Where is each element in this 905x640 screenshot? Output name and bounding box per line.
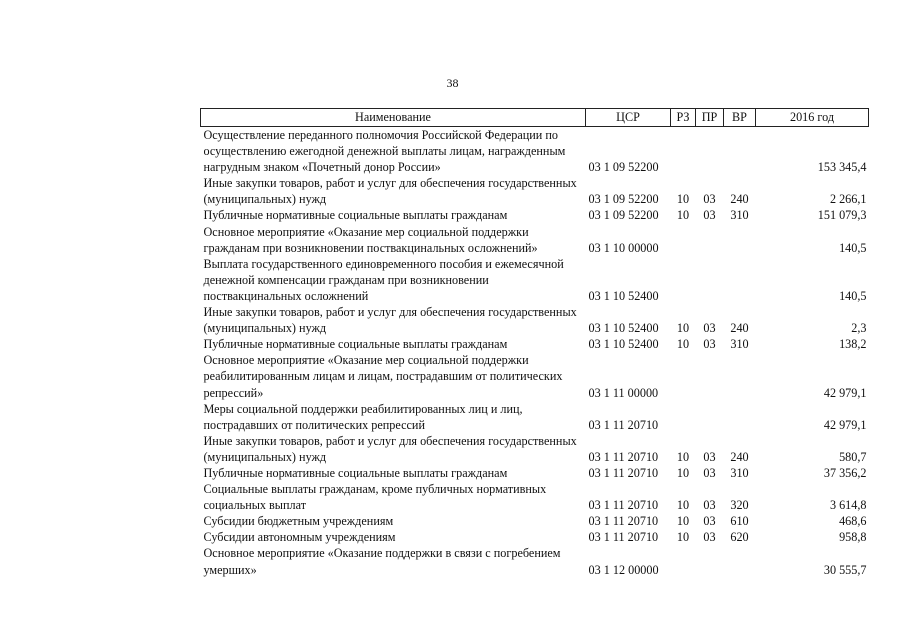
row-name: Социальные выплаты гражданам, кроме публичных нормативных социальных выплат — [203, 482, 547, 513]
row-vr — [724, 401, 756, 433]
row-pr: 03 — [703, 465, 716, 480]
row-csr: 03 1 09 52200 — [588, 192, 659, 207]
row-amount: 3 614,8 — [829, 498, 867, 513]
row-rz — [671, 256, 696, 304]
row-name: Меры социальной поддержки реабилитированных лиц и лиц, пострадавших от политических репрессий — [203, 401, 523, 432]
row-csr: 03 1 10 52400 — [588, 288, 659, 303]
row-rz: 10 — [676, 208, 690, 223]
row-name: Основное мероприятие «Оказание поддержки в связи с погребением умерших» — [203, 546, 561, 577]
row-amount: 468,6 — [839, 514, 867, 529]
row-name: Публичные нормативные социальные выплаты гражданам — [203, 465, 508, 480]
table-row — [201, 336, 869, 352]
row-pr — [696, 352, 724, 400]
row-rz: 10 — [676, 192, 690, 207]
row-csr: 03 1 11 20710 — [588, 465, 659, 480]
row-pr: 03 — [703, 449, 716, 464]
row-amount: 2,3 — [851, 321, 867, 336]
row-pr: 03 — [703, 208, 716, 223]
table-row — [201, 465, 869, 481]
row-amount: 37 356,2 — [823, 465, 867, 480]
row-rz — [671, 401, 696, 433]
row-vr — [724, 256, 756, 304]
row-rz — [671, 352, 696, 400]
table-row — [201, 529, 869, 545]
row-vr: 240 — [730, 321, 749, 336]
row-pr — [696, 224, 724, 256]
table-body — [201, 127, 869, 578]
row-name: Иные закупки товаров, работ и услуг для обеспечения государственных (муниципальных) нужд — [203, 433, 577, 464]
row-pr — [696, 545, 724, 577]
row-vr: 240 — [730, 192, 749, 207]
header-year: 2016 год — [756, 109, 869, 127]
row-name: Публичные нормативные социальные выплаты гражданам — [203, 208, 508, 223]
row-vr: 310 — [730, 465, 749, 480]
row-pr — [696, 401, 724, 433]
row-pr: 03 — [703, 337, 716, 352]
row-vr — [724, 352, 756, 400]
page-number: 38 — [446, 76, 459, 90]
table-row — [201, 513, 869, 529]
table-row — [201, 207, 869, 223]
row-vr: 320 — [730, 498, 749, 513]
row-vr — [724, 545, 756, 577]
row-csr: 03 1 11 20710 — [588, 514, 659, 529]
row-rz: 10 — [676, 514, 690, 529]
row-amount: 958,8 — [839, 530, 867, 545]
row-amount: 42 979,1 — [823, 417, 867, 432]
row-name: Иные закупки товаров, работ и услуг для обеспечения государственных (муниципальных) нужд — [203, 176, 577, 207]
row-name: Иные закупки товаров, работ и услуг для обеспечения государственных (муниципальных) нужд — [203, 305, 577, 336]
row-vr: 310 — [730, 337, 749, 352]
row-rz: 10 — [676, 498, 690, 513]
table-row — [201, 352, 869, 400]
row-pr: 03 — [703, 498, 716, 513]
table-header — [201, 109, 869, 127]
table-row — [201, 256, 869, 304]
row-rz: 10 — [676, 321, 690, 336]
row-csr: 03 1 10 52400 — [588, 321, 659, 336]
table-row — [201, 545, 869, 577]
row-csr: 03 1 09 52200 — [588, 160, 659, 175]
row-csr: 03 1 12 00000 — [588, 562, 659, 577]
table-row — [201, 433, 869, 465]
row-csr: 03 1 10 52400 — [588, 337, 659, 352]
table-row — [201, 304, 869, 336]
row-amount: 151 079,3 — [817, 208, 867, 223]
row-csr: 03 1 11 20710 — [588, 498, 659, 513]
row-name: Субсидии бюджетным учреждениям — [203, 514, 394, 529]
table-row — [201, 224, 869, 256]
row-amount: 580,7 — [839, 449, 867, 464]
table-row — [201, 175, 869, 207]
row-vr — [724, 224, 756, 256]
row-vr: 240 — [730, 449, 749, 464]
row-pr — [696, 127, 724, 176]
row-vr: 610 — [730, 514, 749, 529]
header-csr: ЦСР — [586, 109, 671, 127]
row-pr: 03 — [703, 321, 716, 336]
row-amount: 153 345,4 — [817, 160, 867, 175]
row-amount: 140,5 — [839, 240, 867, 255]
row-name: Основное мероприятие «Оказание мер социальной поддержки гражданам при возникновении поствакцинальных осложнений» — [203, 224, 538, 255]
header-name: Наименование — [201, 109, 586, 127]
row-amount: 42 979,1 — [823, 385, 867, 400]
row-rz: 10 — [676, 530, 690, 545]
row-name: Публичные нормативные социальные выплаты гражданам — [203, 337, 508, 352]
row-amount: 140,5 — [839, 288, 867, 303]
row-pr: 03 — [703, 192, 716, 207]
header-vr: ВР — [724, 109, 756, 127]
row-rz: 10 — [676, 337, 690, 352]
table-row — [201, 481, 869, 513]
row-amount: 30 555,7 — [823, 562, 867, 577]
row-name: Осуществление переданного полномочия Российской Федерации по осуществлению ежегодной денежной выплаты лицам, награжденным нагрудным знаком «Почетный донор России» — [203, 128, 566, 175]
row-vr: 620 — [730, 530, 749, 545]
table-row — [201, 127, 869, 176]
row-csr: 03 1 11 20710 — [588, 449, 659, 464]
row-name: Субсидии автономным учреждениям — [203, 530, 396, 545]
header-row — [201, 109, 869, 127]
row-rz — [671, 545, 696, 577]
row-vr: 310 — [730, 208, 749, 223]
row-amount: 2 266,1 — [829, 192, 867, 207]
row-pr — [696, 256, 724, 304]
row-rz: 10 — [676, 465, 690, 480]
table-row — [201, 401, 869, 433]
row-csr: 03 1 09 52200 — [588, 208, 659, 223]
budget-table — [200, 108, 869, 578]
row-vr — [724, 127, 756, 176]
row-rz — [671, 224, 696, 256]
row-csr: 03 1 11 00000 — [588, 385, 659, 400]
row-pr: 03 — [703, 514, 716, 529]
row-rz: 10 — [676, 449, 690, 464]
row-rz — [671, 127, 696, 176]
row-amount: 138,2 — [839, 337, 867, 352]
row-csr: 03 1 11 20710 — [588, 530, 659, 545]
row-pr: 03 — [703, 530, 716, 545]
row-csr: 03 1 11 20710 — [588, 417, 659, 432]
row-name: Основное мероприятие «Оказание мер социальной поддержки реабилитированным лицам и лицам, пострадавшим от политических репрессий» — [203, 353, 563, 400]
header-pr: ПР — [696, 109, 724, 127]
row-name: Выплата государственного единовременного пособия и ежемесячной денежной компенсации гражданам при возникновении поствакцинальных осложнений — [203, 256, 564, 303]
row-csr: 03 1 10 00000 — [588, 240, 659, 255]
header-rz: РЗ — [671, 109, 696, 127]
